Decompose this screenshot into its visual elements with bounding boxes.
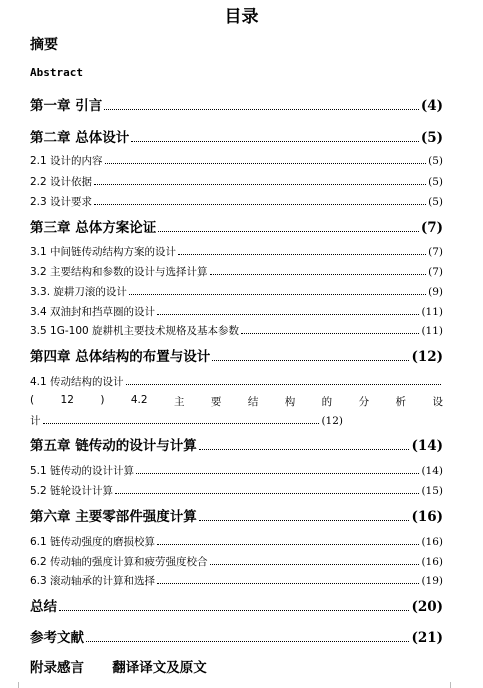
page-corner-mark xyxy=(450,682,457,688)
toc-entry-ch6 xyxy=(30,505,443,525)
toc-entry-title: 2.1 设计的内容 xyxy=(30,155,103,167)
toc-entry-6-1 xyxy=(30,534,443,549)
toc-entry-title: 计 xyxy=(30,415,41,427)
toc-entry-4-1 xyxy=(30,374,443,389)
toc-entry-page: (4) xyxy=(420,98,443,114)
toc-entry-2-2 xyxy=(30,174,443,189)
toc-entry-ch1 xyxy=(30,94,443,114)
toc-entry-title: 5.2 链轮设计计算 xyxy=(30,485,114,497)
toc-entry-title: 6.1 链传动强度的磨损校算 xyxy=(30,536,156,548)
toc-entry-page: (5) xyxy=(428,196,443,208)
toc-entry-page: (9) xyxy=(428,286,443,298)
toc-entry-5-1 xyxy=(30,463,443,478)
toc-entry-title: 2.3 设计要求 xyxy=(30,196,93,208)
toc-entry-title: 5.1 链传动的设计计算 xyxy=(30,465,135,477)
toc-entry-6-2 xyxy=(30,554,443,569)
page-title: 目录 xyxy=(224,7,259,27)
toc-entry-title: 6.3 滚动轴承的计算和选择 xyxy=(30,575,156,587)
toc-entry-page: (20) xyxy=(411,599,443,615)
toc-entry-title: 第一章 引言 xyxy=(30,98,103,114)
toc-entry-title: 3.5 1G-100 旋耕机主要技术规格及基本参数 xyxy=(30,325,240,337)
toc-entry-title: 6.2 传动轴的强度计算和疲劳强度校合 xyxy=(30,556,208,568)
toc-entry-page: (21) xyxy=(411,630,443,646)
toc-entry-references xyxy=(30,626,443,646)
toc-entry-3-3 xyxy=(30,284,443,299)
toc-entry-2-3 xyxy=(30,194,443,209)
toc-entry-title: 第二章 总体设计 xyxy=(30,130,130,146)
toc-entry-page: (5) xyxy=(428,176,443,188)
appendix-heading: 附录感言 翻译译文及原文 xyxy=(30,660,207,676)
toc-entry-page: (12) xyxy=(411,349,443,365)
toc-entry-page: (19) xyxy=(421,575,443,587)
toc-entry-title: 3.1 中间链传动结构方案的设计 xyxy=(30,246,177,258)
toc-entry-title: 总结 xyxy=(30,599,57,615)
toc-entry-title: 4.1 传动结构的设计 xyxy=(30,376,124,388)
toc-wrapped-line: ( 12 ) 4.2 主 要 结 构 的 分 析 设 xyxy=(30,394,443,408)
toc-entry-page: (12) xyxy=(321,415,343,427)
toc-entry-2-1 xyxy=(30,153,443,168)
toc-entry-3-2 xyxy=(30,264,443,279)
toc-entry-title: 参考文献 xyxy=(30,630,84,646)
abstract-en-heading: Abstract xyxy=(30,66,83,79)
toc-entry-3-4 xyxy=(30,304,443,319)
toc-entry-page: (5) xyxy=(428,155,443,167)
toc-entry-3-1 xyxy=(30,244,443,259)
toc-entry-ch4 xyxy=(30,345,443,365)
toc-entry-title: 第三章 总体方案论证 xyxy=(30,220,157,236)
toc-entry-page: (11) xyxy=(421,306,443,318)
toc-entry-page: (16) xyxy=(421,556,443,568)
abstract-cn-heading: 摘要 xyxy=(30,37,58,53)
toc-entry-page: (15) xyxy=(421,485,443,497)
toc-entry-page: (16) xyxy=(421,536,443,548)
toc-wrapped-tail xyxy=(30,413,343,428)
toc-entry-6-3 xyxy=(30,573,443,588)
toc-entry-page: (7) xyxy=(420,220,443,236)
toc-entry-page: (7) xyxy=(428,266,443,278)
toc-entry-page: (5) xyxy=(420,130,443,146)
toc-entry-page: (11) xyxy=(421,325,443,337)
page-corner-mark xyxy=(12,682,19,688)
toc-entry-page: (14) xyxy=(411,438,443,454)
toc-entry-page: (7) xyxy=(428,246,443,258)
toc-entry-3-5 xyxy=(30,323,443,338)
toc-entry-page: (14) xyxy=(421,465,443,477)
toc-entry-page: (16) xyxy=(411,509,443,525)
toc-entry-ch5 xyxy=(30,434,443,454)
toc-entry-title: 3.4 双油封和挡草圈的设计 xyxy=(30,306,156,318)
toc-entry-title: 第四章 总体结构的布置与设计 xyxy=(30,349,211,365)
toc-entry-title: 第五章 链传动的设计与计算 xyxy=(30,438,197,454)
toc-entry-title: 3.3. 旋耕刀滚的设计 xyxy=(30,286,127,298)
toc-entry-5-2 xyxy=(30,483,443,498)
toc-entry-title: 第六章 主要零部件强度计算 xyxy=(30,509,197,525)
toc-entry-title: 2.2 设计依据 xyxy=(30,176,93,188)
toc-entry-ch3 xyxy=(30,216,443,236)
toc-entry-summary xyxy=(30,595,443,615)
toc-entry-title: 3.2 主要结构和参数的设计与选择计算 xyxy=(30,266,208,278)
toc-entry-ch2 xyxy=(30,126,443,146)
